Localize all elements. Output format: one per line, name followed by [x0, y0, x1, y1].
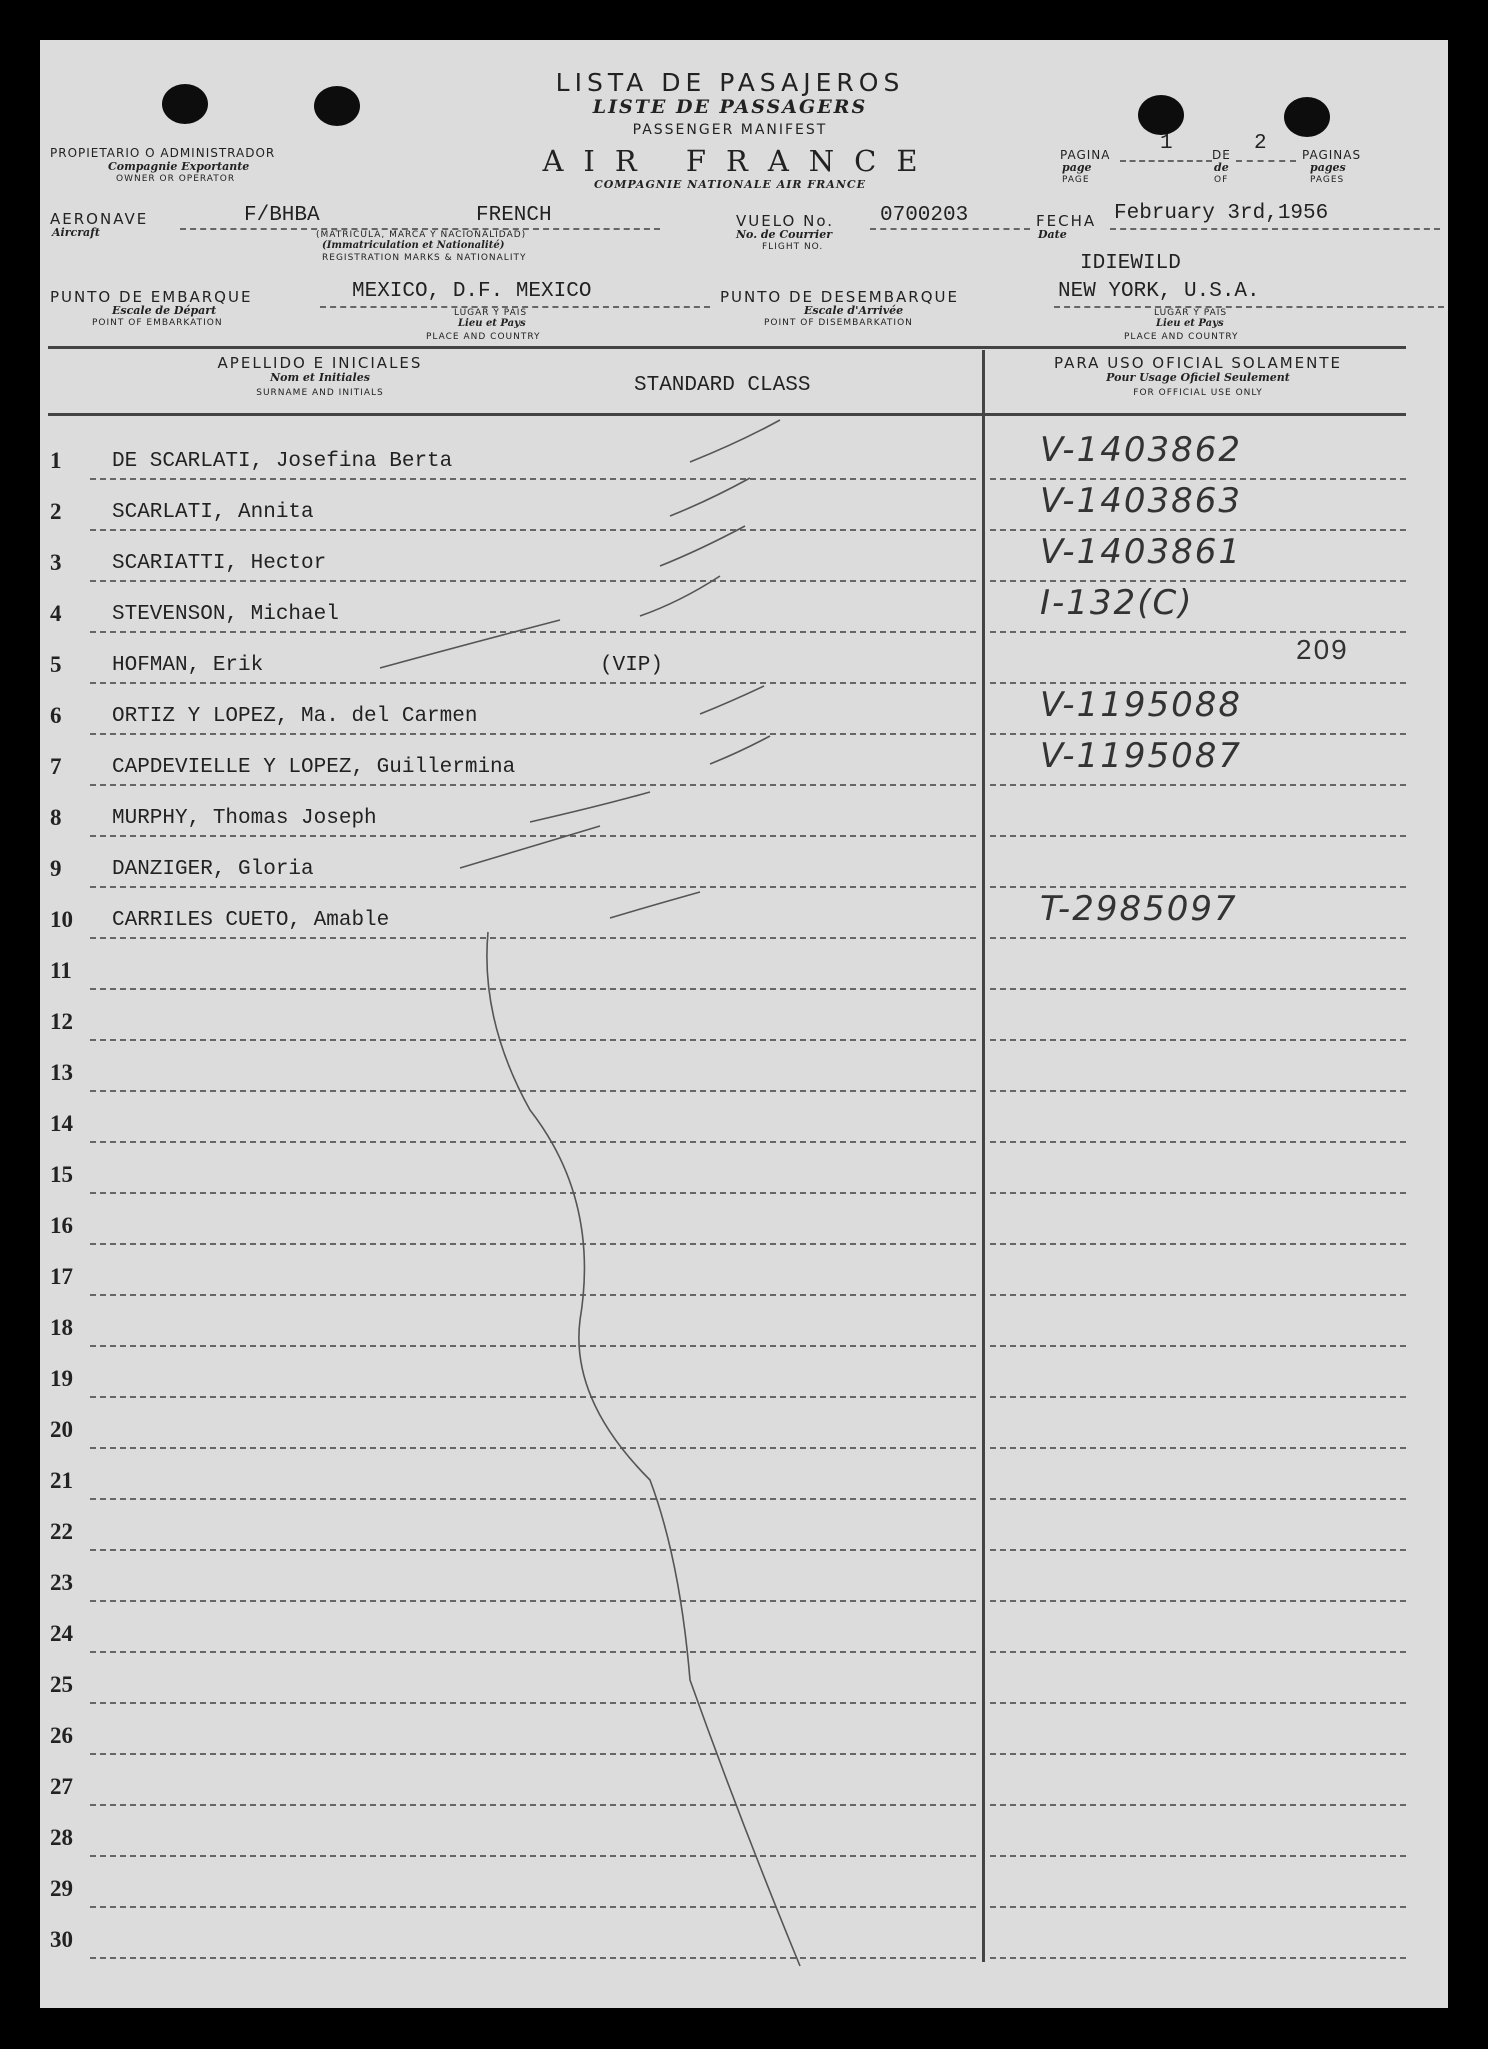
official-column-header: PARA USO OFICIAL SOLAMENTE: [1054, 354, 1342, 372]
row-number: 5: [50, 652, 62, 677]
official-row-line: [990, 1294, 1406, 1296]
official-row-line: [990, 835, 1406, 837]
row-line: [90, 1702, 976, 1704]
row-line: [90, 1600, 976, 1602]
official-row-line: [990, 478, 1406, 480]
official-row-line: [990, 1090, 1406, 1092]
row-number: 15: [50, 1162, 73, 1187]
official-row-line: [990, 1039, 1406, 1041]
row-line: [90, 478, 976, 480]
official-row-line: [990, 1498, 1406, 1500]
date-label-fr: Date: [1038, 228, 1067, 241]
page-number-line: [1120, 160, 1212, 162]
official-entry: T-2985097: [1040, 889, 1238, 929]
official-row-line: [990, 1753, 1406, 1755]
row-number: 10: [50, 907, 73, 932]
row-number: 4: [50, 601, 62, 626]
row-number: 21: [50, 1468, 73, 1493]
pages-label-fr: pages: [1310, 161, 1346, 174]
official-row-line: [990, 1600, 1406, 1602]
flight-line: [870, 228, 1030, 230]
official-row-line: [990, 784, 1406, 786]
row-line: [90, 1039, 976, 1041]
official-entry: 209: [1296, 634, 1349, 665]
name-column-header-fr: Nom et Initiales: [270, 371, 370, 384]
aircraft-registration: F/BHBA: [244, 204, 320, 227]
page-label: PAGINA: [1060, 148, 1111, 162]
aircraft-label: AERONAVE: [50, 210, 149, 228]
official-column-header-en: FOR OFFICIAL USE ONLY: [1133, 388, 1263, 398]
manifest-sheet: [40, 40, 1448, 2008]
name-column-header: APELLIDO E INICIALES: [217, 354, 423, 372]
page-total-line: [1236, 160, 1296, 162]
official-row-line: [990, 1855, 1406, 1857]
row-number: 19: [50, 1366, 73, 1391]
official-row-line: [990, 1345, 1406, 1347]
official-row-line: [990, 1804, 1406, 1806]
aircraft-caption-es: (MATRICULA, MARCA Y NACIONALIDAD): [316, 230, 527, 240]
page-of-label-fr: de: [1214, 161, 1229, 174]
title-french: LISTE DE PASSAGERS: [592, 96, 868, 118]
official-row-line: [990, 988, 1406, 990]
row-line: [90, 1549, 976, 1551]
row-number: 9: [50, 856, 62, 881]
row-number: 16: [50, 1213, 73, 1238]
header-rule-bottom: [48, 413, 1406, 416]
check-mark: [690, 420, 780, 462]
page-of-label-en: OF: [1214, 175, 1229, 185]
owner-label: PROPIETARIO O ADMINISTRADOR: [50, 146, 276, 160]
row-line: [90, 1498, 976, 1500]
ditto-line: [487, 932, 800, 1966]
official-row-line: [990, 1447, 1406, 1449]
row-line: [90, 1957, 976, 1959]
disembark-label-fr: Escale d'Arrivée: [804, 304, 904, 317]
date-label: FECHA: [1036, 212, 1097, 230]
row-number: 1: [50, 448, 62, 473]
row-number: 23: [50, 1570, 73, 1595]
passenger-name: CAPDEVIELLE Y LOPEZ, Guillermina: [112, 756, 516, 779]
disembark-value: NEW YORK, U.S.A.: [1058, 280, 1260, 303]
row-line: [90, 1447, 976, 1449]
pages-label: PAGINAS: [1302, 148, 1362, 162]
page-number: 1: [1160, 132, 1173, 155]
aircraft-nationality: FRENCH: [476, 204, 552, 227]
passenger-name: CARRILES CUETO, Amable: [112, 909, 390, 932]
disembark-line: [1054, 306, 1444, 308]
official-row-line: [990, 1549, 1406, 1551]
row-number: 30: [50, 1927, 73, 1952]
page-of-label: DE: [1212, 148, 1231, 162]
punch-hole-left-1: [162, 84, 208, 124]
passenger-name: DANZIGER, Gloria: [112, 858, 314, 881]
row-number: 6: [50, 703, 62, 728]
flight-label: VUELO No.: [736, 212, 835, 230]
check-mark: [640, 576, 720, 616]
row-number: 18: [50, 1315, 73, 1340]
official-entry: V-1403863: [1040, 481, 1242, 521]
row-line: [90, 1345, 976, 1347]
row-line: [90, 1090, 976, 1092]
passenger-name: HOFMAN, Erik: [112, 654, 264, 677]
disembark-caption-fr: Lieu et Pays: [1156, 318, 1224, 329]
page-total: 2: [1254, 132, 1267, 155]
official-entry: V-1403861: [1040, 532, 1242, 572]
check-mark: [700, 686, 764, 714]
row-number: 14: [50, 1111, 73, 1136]
row-number: 22: [50, 1519, 73, 1544]
official-row-line: [990, 1906, 1406, 1908]
aircraft-caption-en: REGISTRATION MARKS & NATIONALITY: [322, 253, 527, 263]
official-row-line: [990, 1141, 1406, 1143]
row-number: 29: [50, 1876, 73, 1901]
passenger-note: (VIP): [600, 654, 664, 677]
passenger-name: STEVENSON, Michael: [112, 603, 339, 626]
row-line: [90, 580, 976, 582]
official-row-line: [990, 1243, 1406, 1245]
check-mark: [380, 620, 560, 668]
official-row-line: [990, 682, 1406, 684]
row-number: 20: [50, 1417, 73, 1442]
embark-caption-fr: Lieu et Pays: [458, 318, 526, 329]
disembark-airport: IDIEWILD: [1080, 252, 1181, 275]
punch-hole-right-1: [1138, 95, 1184, 135]
official-row-line: [990, 1192, 1406, 1194]
row-number: 24: [50, 1621, 73, 1646]
official-entry: I-132(C): [1040, 583, 1194, 623]
embark-label: PUNTO DE EMBARQUE: [50, 288, 253, 306]
aircraft-label-fr: Aircraft: [52, 226, 100, 239]
column-divider: [982, 350, 985, 1962]
pages-label-en: PAGES: [1310, 175, 1345, 185]
row-line: [90, 1294, 976, 1296]
punch-hole-right-2: [1284, 97, 1330, 137]
official-row-line: [990, 937, 1406, 939]
official-row-line: [990, 1651, 1406, 1653]
date-value: February 3rd,1956: [1114, 202, 1329, 225]
row-line: [90, 937, 976, 939]
brand-subtitle: COMPAGNIE NATIONALE AIR FRANCE: [593, 178, 867, 191]
row-line: [90, 1906, 976, 1908]
official-row-line: [990, 529, 1406, 531]
aircraft-caption-fr: (Immatriculation et Nationalité): [322, 240, 505, 251]
embark-caption-es: LUGAR Y PAIS: [454, 308, 528, 318]
row-number: 13: [50, 1060, 73, 1085]
official-row-line: [990, 1957, 1406, 1959]
embark-label-fr: Escale de Départ: [112, 304, 217, 317]
row-line: [90, 835, 976, 837]
disembark-caption-es: LUGAR Y PAIS: [1154, 308, 1228, 318]
row-line: [90, 988, 976, 990]
official-column-header-fr: Pour Usage Oficiel Seulement: [1106, 371, 1290, 384]
brand-name: AIR FRANCE: [542, 144, 938, 178]
row-line: [90, 1804, 976, 1806]
row-line: [90, 1396, 976, 1398]
row-number: 26: [50, 1723, 73, 1748]
check-mark: [710, 736, 770, 764]
official-row-line: [990, 580, 1406, 582]
name-column-header-en: SURNAME AND INITIALS: [256, 388, 384, 398]
row-line: [90, 682, 976, 684]
passenger-name: SCARIATTI, Hector: [112, 552, 327, 575]
row-number: 28: [50, 1825, 73, 1850]
page-label-en: PAGE: [1062, 175, 1090, 185]
title-english: PASSENGER MANIFEST: [632, 122, 828, 138]
title-spanish: LISTA DE PASAJEROS: [555, 68, 905, 97]
official-entry: V-1195088: [1040, 685, 1242, 725]
row-line: [90, 1651, 976, 1653]
punch-hole-left-2: [314, 86, 360, 126]
row-line: [90, 1243, 976, 1245]
row-number: 8: [50, 805, 62, 830]
official-row-line: [990, 1396, 1406, 1398]
row-number: 11: [50, 958, 72, 983]
row-line: [90, 631, 976, 633]
class-note: STANDARD CLASS: [634, 374, 811, 397]
official-row-line: [990, 886, 1406, 888]
passenger-name: DE SCARLATI, Josefina Berta: [112, 450, 453, 473]
row-number: 27: [50, 1774, 73, 1799]
check-mark: [660, 526, 745, 566]
flight-label-en: FLIGHT NO.: [762, 242, 824, 252]
passenger-name: ORTIZ Y LOPEZ, Ma. del Carmen: [112, 705, 478, 728]
row-number: 25: [50, 1672, 73, 1697]
row-number: 12: [50, 1009, 73, 1034]
row-number: 3: [50, 550, 62, 575]
official-row-line: [990, 733, 1406, 735]
passenger-name: MURPHY, Thomas Joseph: [112, 807, 377, 830]
embark-label-en: POINT OF EMBARKATION: [92, 318, 223, 328]
check-mark: [460, 826, 600, 868]
row-number: 7: [50, 754, 62, 779]
disembark-caption-en: PLACE AND COUNTRY: [1124, 332, 1239, 342]
row-line: [90, 784, 976, 786]
official-entry: V-1195087: [1040, 736, 1242, 776]
disembark-label: PUNTO DE DESEMBARQUE: [720, 288, 959, 306]
date-line: [1110, 228, 1440, 230]
check-mark: [530, 792, 650, 822]
row-line: [90, 733, 976, 735]
row-number: 17: [50, 1264, 73, 1289]
passenger-name: SCARLATI, Annita: [112, 501, 314, 524]
flight-number: 0700203: [880, 204, 969, 227]
row-line: [90, 1141, 976, 1143]
official-row-line: [990, 1702, 1406, 1704]
check-mark: [670, 478, 750, 516]
embark-value: MEXICO, D.F. MEXICO: [352, 280, 592, 303]
embark-caption-en: PLACE AND COUNTRY: [426, 332, 541, 342]
owner-label-fr: Compagnie Exportante: [108, 160, 250, 173]
row-line: [90, 1855, 976, 1857]
flight-label-fr: No. de Courrier: [736, 228, 833, 241]
row-line: [90, 1753, 976, 1755]
row-line: [90, 529, 976, 531]
official-row-line: [990, 631, 1406, 633]
check-mark: [610, 892, 700, 918]
page-label-fr: page: [1062, 161, 1092, 174]
header-rule-top: [48, 346, 1406, 349]
row-number: 2: [50, 499, 62, 524]
official-entry: V-1403862: [1040, 430, 1242, 470]
disembark-label-en: POINT OF DISEMBARKATION: [764, 318, 913, 328]
owner-label-en: OWNER OR OPERATOR: [116, 174, 236, 184]
row-line: [90, 1192, 976, 1194]
row-line: [90, 886, 976, 888]
